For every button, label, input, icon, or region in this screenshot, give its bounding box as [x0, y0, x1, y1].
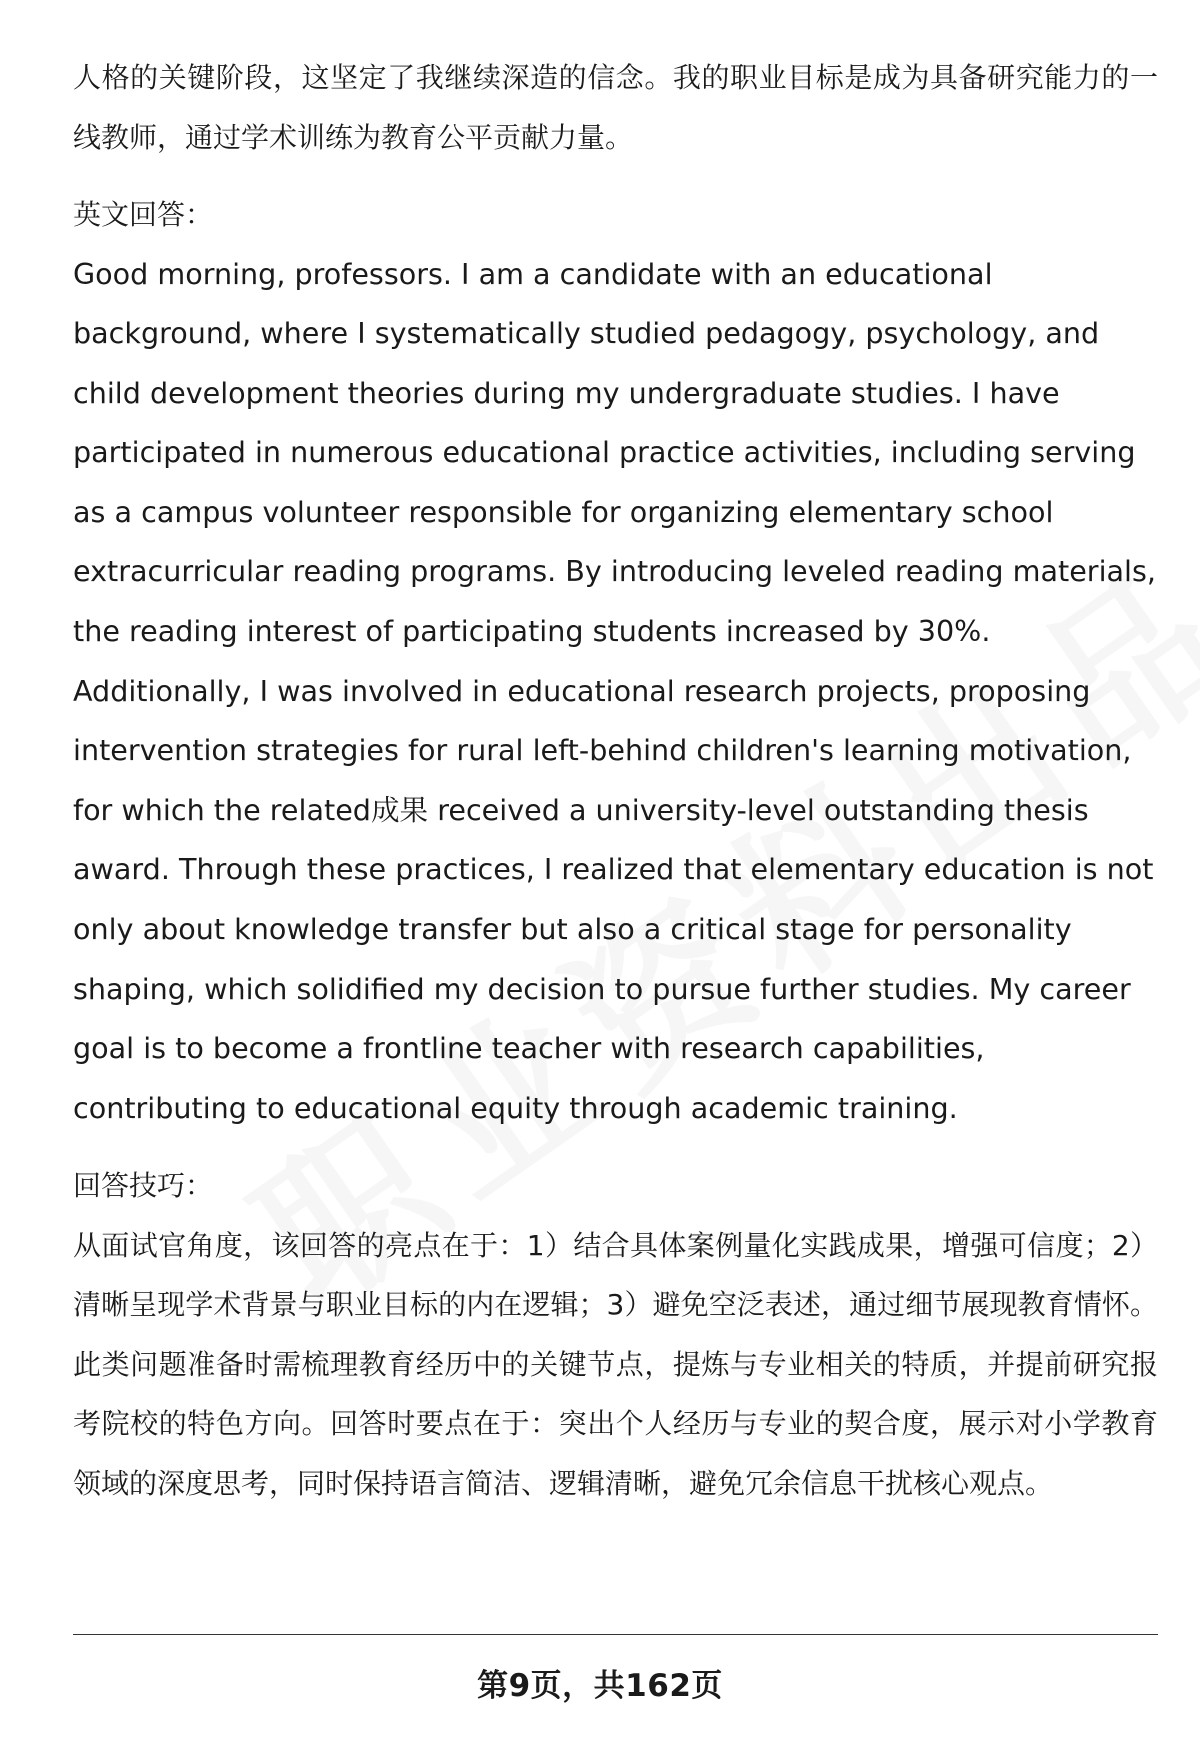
footer-divider	[73, 1634, 1158, 1635]
intro-paragraph: 人格的关键阶段，这坚定了我继续深造的信念。我的职业目标是成为具备研究能力的一线教师，通过学术训练为教育公平贡献力量。	[73, 61, 1158, 154]
page-number: 第9页，共162页	[477, 1668, 723, 1704]
english-answer-body: Good morning, professors. I am a candidate with an educational background, where I systematically studied pedagogy, psychology, and child development theories during my undergraduate studies. I have participated in numerous educational practice activities, including serving as a campus volunteer responsible for organizing elementary school extracurricular reading programs. By introducing leveled reading materials, the reading interest of participating students increased by 30%. Additionally, I was involved in educational research projects, proposing intervention strategies for rural left-behind children's learning motivation, for which the related成果 received a university-level outstanding thesis award. Through these practices, I realized that elementary education is not only about knowledge transfer but also a critical stage for personality shaping, which solidified my decision to pursue further studies. My career goal is to become a frontline teacher with research capabilities, contributing to educational equity through academic training.	[73, 256, 1156, 1125]
tips-body: 从面试官角度，该回答的亮点在于：1）结合具体案例量化实践成果，增强可信度；2）清晰呈现学术背景与职业目标的内在逻辑；3）避免空泛表述，通过细节展现教育情怀。此类问题准备时需梳理教育经历中的关键节点，提炼与专业相关的特质，并提前研究报考院校的特色方向。回答时要点在于：突出个人经历与专业的契合度，展示对小学教育领域的深度思考，同时保持语言简洁、逻辑清晰，避免冗余信息干扰核心观点。	[73, 1228, 1158, 1500]
document-page	[73, 48, 1158, 1513]
english-answer-heading: 英文回答：	[73, 198, 214, 231]
tips-heading: 回答技巧：	[73, 1169, 214, 1203]
